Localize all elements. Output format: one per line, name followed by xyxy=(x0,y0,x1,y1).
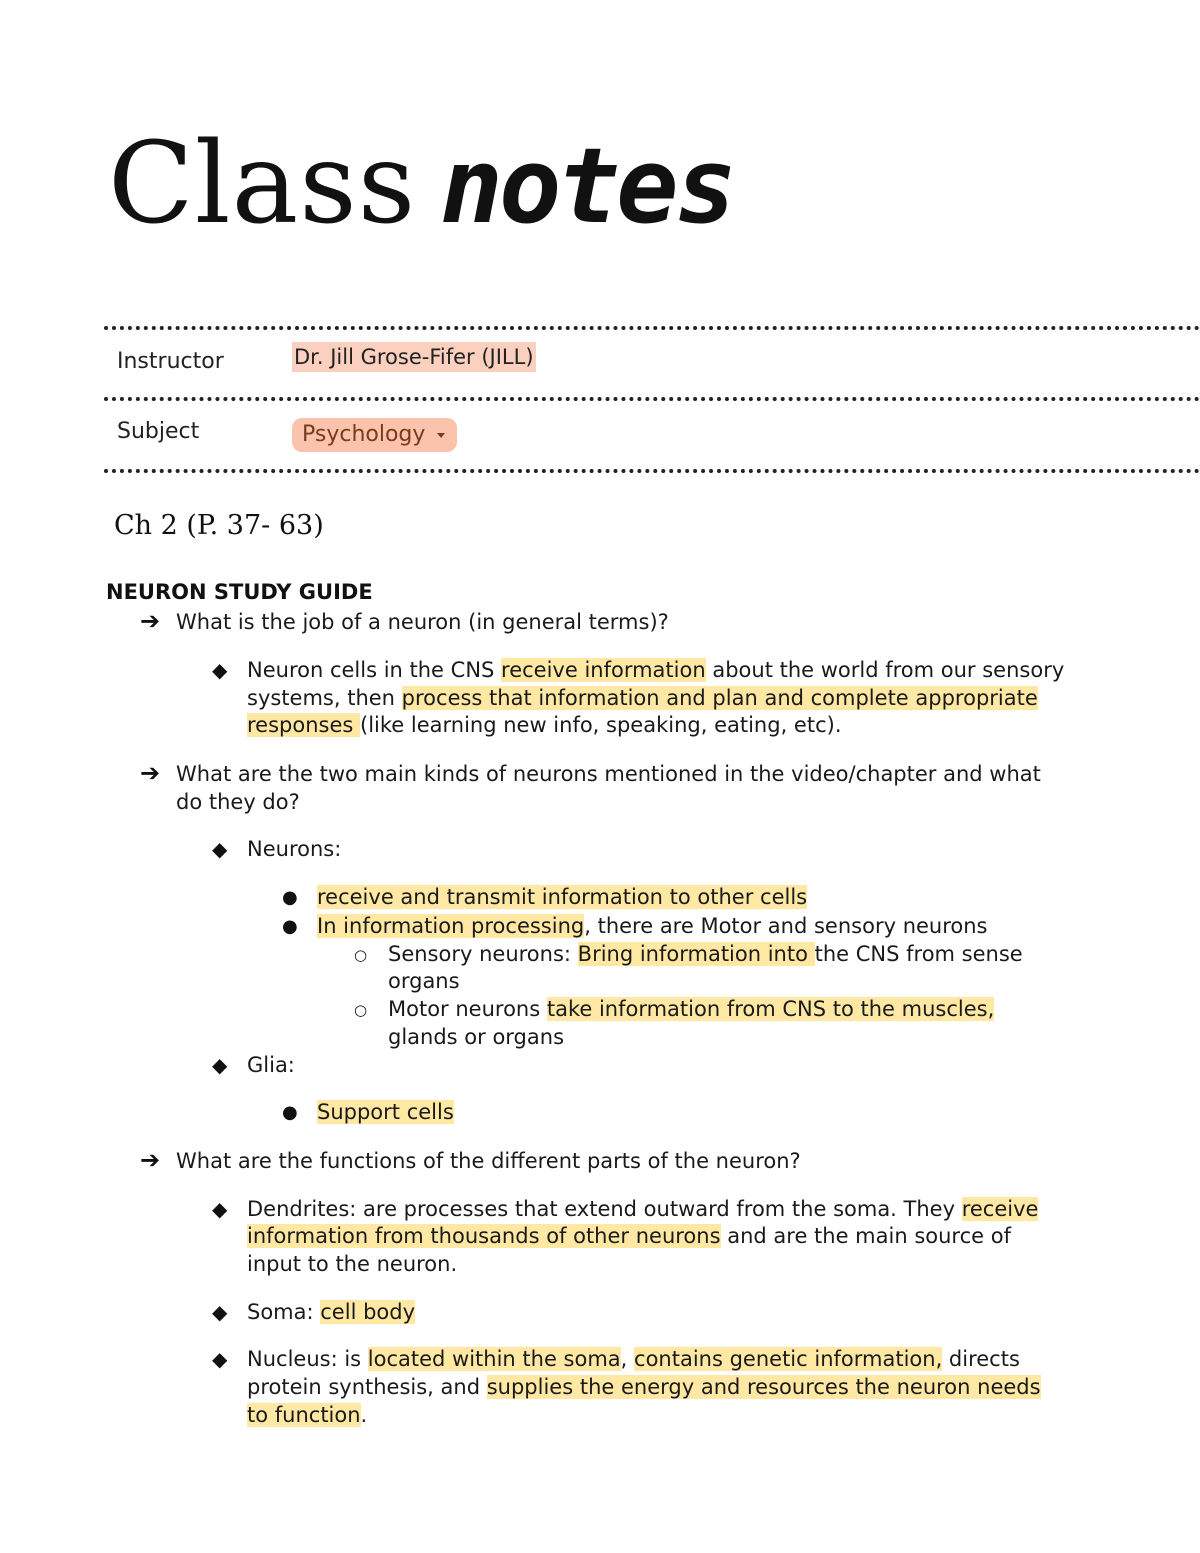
motor-neurons-line-2: glands or organs xyxy=(388,1025,565,1049)
diamond-bullet-icon: ◆ xyxy=(212,658,228,682)
divider xyxy=(104,469,1200,473)
dot-bullet-icon: ● xyxy=(282,916,298,937)
diamond-bullet-icon: ◆ xyxy=(212,1300,228,1324)
arrow-icon: ➔ xyxy=(140,607,161,635)
arrow-icon: ➔ xyxy=(140,759,161,787)
answer-1-line-3: responses (like learning new info, speaking, eating, etc). xyxy=(247,713,842,737)
divider xyxy=(104,397,1200,401)
dot-bullet-icon: ● xyxy=(282,1102,298,1123)
neurons-label: Neurons: xyxy=(247,837,342,861)
arrow-icon: ➔ xyxy=(140,1146,161,1174)
soma-line: Soma: cell body xyxy=(247,1300,416,1324)
diamond-bullet-icon: ◆ xyxy=(212,1347,228,1371)
nucleus-line-1: Nucleus: is located within the soma, contains genetic information, directs xyxy=(247,1347,1020,1371)
study-guide-heading: NEURON STUDY GUIDE xyxy=(106,580,373,604)
divider xyxy=(104,326,1200,330)
glia-label: Glia: xyxy=(247,1053,295,1077)
question-1: What is the job of a neuron (in general terms)? xyxy=(176,610,669,634)
glia-item-1: Support cells xyxy=(317,1100,454,1124)
page-title xyxy=(108,119,734,249)
neurons-item-2: In information processing, there are Motor and sensory neurons xyxy=(317,914,988,938)
chapter-heading: Ch 2 (P. 37- 63) xyxy=(114,510,324,541)
answer-1-line-1: Neuron cells in the CNS receive information about the world from our sensory xyxy=(247,658,1065,682)
question-3: What are the functions of the different parts of the neuron? xyxy=(176,1149,801,1173)
nucleus-line-2: protein synthesis, and supplies the energy and resources the neuron needs xyxy=(247,1375,1041,1399)
nucleus-line-3: to function. xyxy=(247,1403,368,1427)
subject-label: Subject xyxy=(117,419,200,444)
answer-1-line-2: systems, then process that information and plan and complete appropriate xyxy=(247,686,1038,710)
neurons-item-1: receive and transmit information to other cells xyxy=(317,885,808,909)
dendrites-line-2: information from thousands of other neurons and are the main source of xyxy=(247,1224,1011,1248)
diamond-bullet-icon: ◆ xyxy=(212,1053,228,1077)
circle-bullet-icon: ○ xyxy=(354,1001,368,1019)
diamond-bullet-icon: ◆ xyxy=(212,837,228,861)
question-2-line-2: do they do? xyxy=(176,790,300,814)
dendrites-line-3: input to the neuron. xyxy=(247,1252,458,1276)
caret-down-icon xyxy=(437,433,445,438)
sensory-neurons-line-1: Sensory neurons: Bring information into the CNS from sense xyxy=(388,942,1023,966)
instructor-value[interactable]: Dr. Jill Grose-Fifer (JILL) xyxy=(292,342,536,372)
instructor-label: Instructor xyxy=(117,349,224,374)
circle-bullet-icon: ○ xyxy=(354,946,368,964)
motor-neurons-line-1: Motor neurons take information from CNS to the muscles, xyxy=(388,997,995,1021)
subject-value: Psychology xyxy=(302,422,426,447)
title-word-notes: notes xyxy=(440,125,734,247)
question-2-line-1: What are the two main kinds of neurons mentioned in the video/chapter and what xyxy=(176,762,1041,786)
subject-select[interactable] xyxy=(292,418,457,452)
diamond-bullet-icon: ◆ xyxy=(212,1197,228,1221)
title-word-class: Class xyxy=(108,119,417,249)
sensory-neurons-line-2: organs xyxy=(388,969,460,993)
dendrites-line-1: Dendrites: are processes that extend outward from the soma. They receive xyxy=(247,1197,1039,1221)
dot-bullet-icon: ● xyxy=(282,887,298,908)
